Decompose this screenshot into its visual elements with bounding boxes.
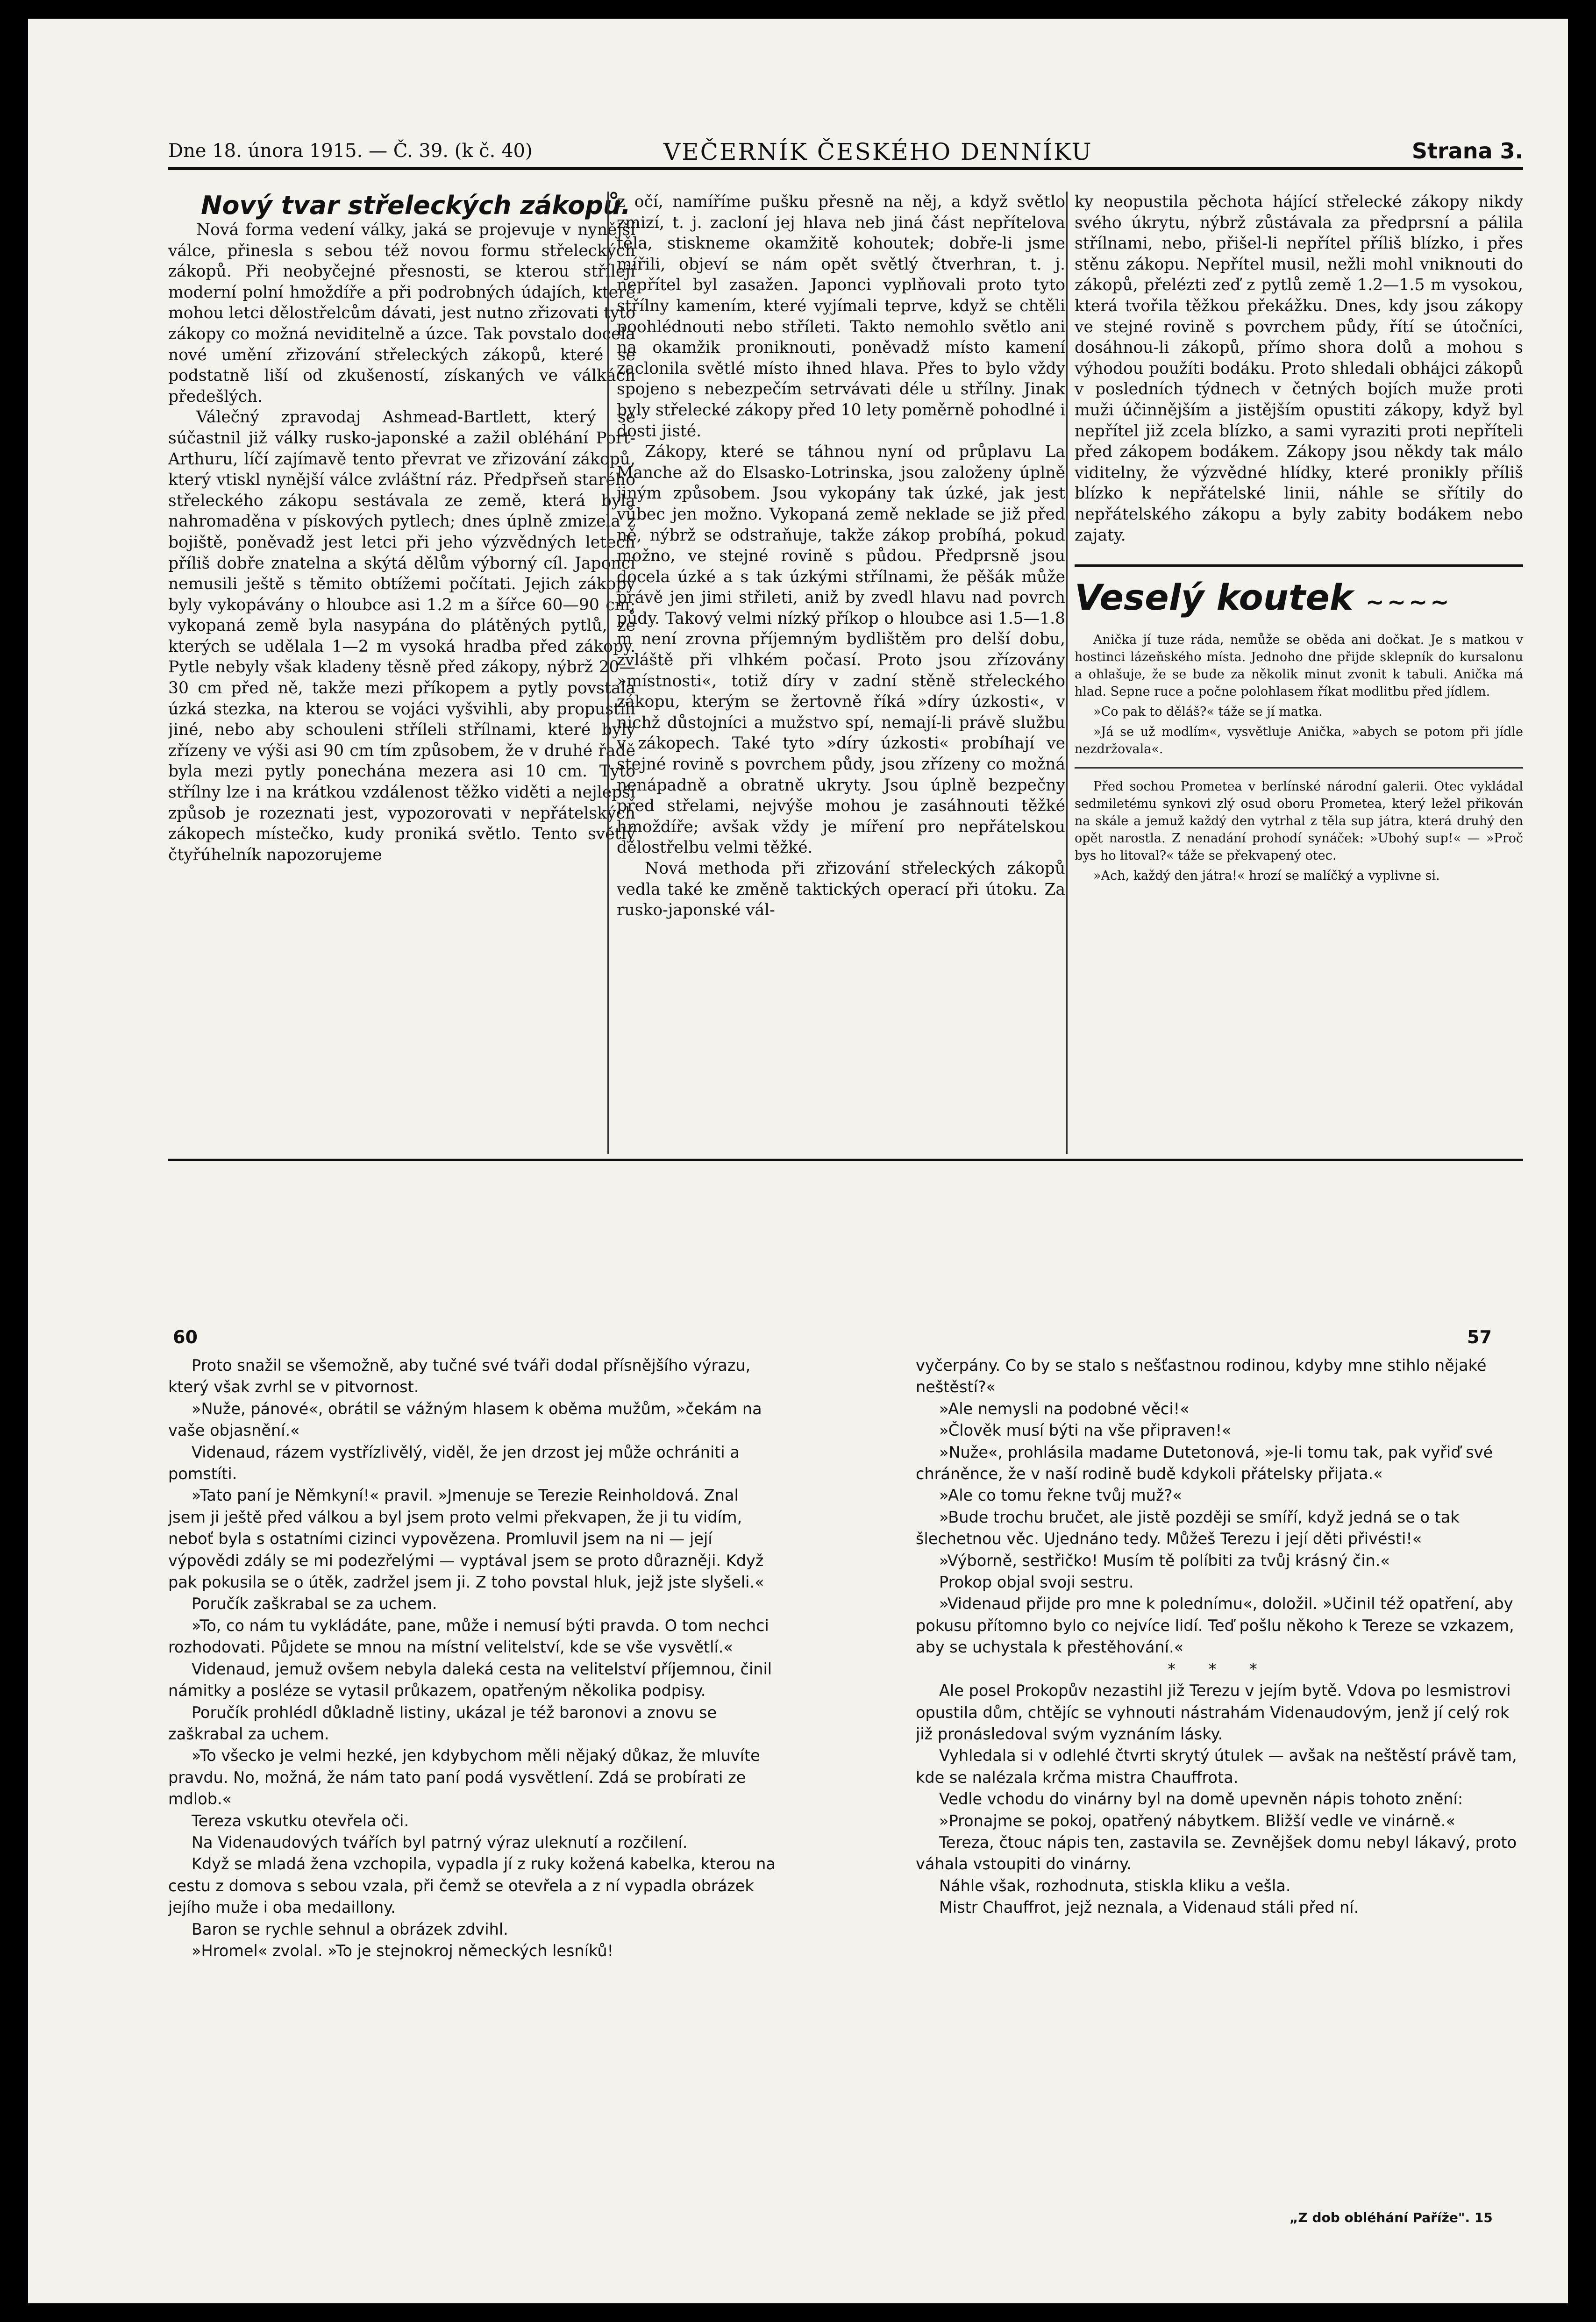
book-column-right <box>916 1355 1523 2243</box>
book-paragraph: »Hromel« zvolal. »To je stejnokroj německých lesníků! <box>192 1941 614 1960</box>
book-paragraph: Tereza, čtouc nápis ten, zastavila se. Zevnějšek domu nebyl lákavý, proto váhala vstoupiti do vinárny. <box>916 1833 1517 1873</box>
joke-paragraph: Před sochou Prometea v berlínské národní galerii. Otec vykládal sedmiletému synkovi zlý osud oboru Prometea, který ležel přikován na skále a jemuž každý den vytrhal z těla sup játra, která druhý den opět narostla. Z nenadání prohodí synáček: »Ubohý sup!« — »Proč bys ho litoval?« táže se překvapený otec. <box>1075 779 1523 863</box>
page-header <box>168 126 1523 168</box>
joke-divider <box>1075 767 1523 769</box>
ornament: ~~~~ <box>1365 589 1452 616</box>
book-paragraph: »Výborně, sestřičko! Musím tě políbiti za tvůj krásný čin.« <box>939 1551 1390 1570</box>
section-break-stars: * * * <box>1168 1660 1271 1678</box>
article-paragraph: Nová forma vedení války, jaká se projevuje v nynější válce, přinesla s sebou též novou formu střeleckých zákopů. Při neobyčejné přesnosti, se kterou střílejí moderní polní hmoždíře a při podrobných údajích, které mohou letci dělostřelcům dávati, jest nutno zřizovati tyto zákopy co možná neviditelně a úzce. Tak povstalo docela nové umění zřizování střeleckých zákopů, které se podstatně liší od zkušeností, získaných ve válkách předešlých. <box>168 221 635 406</box>
article-paragraph: Nová methoda při zřizování střeleckých zákopů vedla také ke změně taktických operací při útoku. Za rusko-japonské vál- <box>617 859 1065 920</box>
book-paragraph: Poručík zaškrabal se za uchem. <box>192 1595 437 1613</box>
book-paragraph: »Člověk musí býti na vše připraven!« <box>939 1421 1232 1440</box>
book-paragraph: Vyhledala si v odlehlé čtvrti skrytý útulek — avšak na neštěstí právě tam, kde se nalézala krčma mistra Chauffrota. <box>916 1746 1517 1787</box>
section-rule <box>168 1159 1523 1161</box>
newspaper-page <box>28 19 1568 2303</box>
humor-section <box>1075 631 1523 884</box>
book-paragraph: »Ale nemysli na podobné věci!« <box>939 1399 1190 1418</box>
article-column-1 <box>168 192 635 1126</box>
humor-section-title <box>1075 564 1523 624</box>
book-paragraph: Když se mladá žena vzchopila, vypadla jí z ruky kožená kabelka, kterou na cestu z domova s sebou vzala, při čemž se otevřela a z ní vypadla obrázek jejího muže i oba medaillony. <box>168 1855 776 1917</box>
book-paragraph: »Tato paní je Němkyní!« pravil. »Jmenuje se Terezie Reinholdová. Znal jsem ji ještě před válkou a byl jsem proto velmi překvapen, že ji tu vidím, neboť byla s ostatními cizinci vypovězena. Promluvil jsem na ni — její výpovědi zdály se mi podezřelými — vyptával jsem se proto důrazněji. Když pak pokusila se o útěk, zadržel jsem ji. Z toho povstal hluk, jejž jste slyšeli.« <box>168 1486 764 1592</box>
book-paragraph: »Videnaud přijde pro mne k polednímu«, doložil. »Učinil též opatření, aby pokusu přítomno bylo co nejvíce lidí. Teď pošlu někoho k Tereze se vzkazem, aby se uchystala k přestěhování.« <box>916 1595 1514 1657</box>
joke-paragraph: »Já se už modlím«, vysvětluje Anička, »abych se potom při jídle nezdržovala«. <box>1075 725 1523 757</box>
humor-title-text: Veselý koutek <box>1075 577 1354 619</box>
book-paragraph: »Pronajme se pokoj, opatřený nábytkem. Bližší vedle ve vinárně.« <box>939 1811 1455 1830</box>
book-paragraph: »To, co nám tu vykládáte, pane, může i nemusí býti pravda. O tom nechci rozhodovati. Půjdete se mnou na místní velitelství, kde se vše vysvětlí.« <box>168 1616 769 1657</box>
header-rule <box>168 167 1523 170</box>
book-paragraph: Prokop objal svoji sestru. <box>939 1573 1134 1592</box>
joke-paragraph: »Ach, každý den játra!« hrozí se malíčký a vyplivne si. <box>1093 869 1440 883</box>
book-page-number-left: 60 <box>173 1327 198 1347</box>
article-paragraph: Válečný zpravodaj Ashmead-Bartlett, který se súčastnil již války rusko-japonské a zažil obléhání Port-Arthuru, líčí zajímavě tento převrat ve zřizování zákopů, který vtiskl nynější válce zvláštní ráz. Předpřseň starého střeleckého zákopu sestávala ze země, která byla nahromaděna v pískových pytlech; dnes úplně zmizela z bojiště, poněvadž jest letci při jeho výzvědných letech příliš dobře znatelna a skýtá dělům výborný cíl. Japonci nemusili ještě s těmito obtížemi počítati. Jejich zákopy byly vykopávány o hloubce asi 1.2 m a šířce 60—90 cm; vykopaná země byla nasypána do plátěných pytlů, ze kterých se udělala 1—2 m vysoká hradba před zákopy. Pytle nebyly však kladeny těsně před zákopy, nýbrž 20—30 cm před ně, takže mezi příkopem a pytly povstala úzká stezka, na kterou se vojáci vyšvihli, aby propustili jiné, nebo aby schouleni stříleli střílnami, které byly zřízeny ve výši asi 90 cm tím způsobem, že v druhé řadě byla mezi pytly ponechána mezera asi 10 cm. Tyto střílny lze i na krátkou vzdálenost těžko viděti a nejlepší způsob je rozeznati jest, vypozorovati v nepřátelských zákopech místečko, kudy proniká světlo. Tento světlý čtyřúhelník napozorujeme <box>168 408 635 864</box>
book-paragraph: Tereza vskutku otevřela oči. <box>192 1811 409 1830</box>
book-paragraph: Ale posel Prokopův nezastihl již Terezu v jejím bytě. Vdova po lesmistrovi opustila dům, chtějíc se vyhnouti nástrahám Videnaudovým, jenž jí celý rok již pronásledoval svým vyznáním lásky. <box>916 1681 1511 1743</box>
book-paragraph: Mistr Chauffrot, jejž neznala, a Videnaud stáli před ní. <box>939 1898 1359 1917</box>
book-paragraph: Vedle vchodu do vinárny byl na domě upevněn nápis tohoto znění: <box>939 1790 1463 1809</box>
book-page-number-right: 57 <box>1467 1327 1492 1347</box>
book-paragraph: vyčerpány. Co by se stalo s nešťastnou rodinou, kdyby mne stihlo nějaké neštěstí?« <box>916 1356 1487 1396</box>
article-column-2 <box>617 192 1065 1126</box>
book-paragraph: »Bude trochu bručet, ale jistě později se smíří, když jedná se o tak šlechetnou věc. Ujednáno tedy. Můžeš Terezu i její děti přivésti!« <box>916 1508 1460 1548</box>
article-column-3 <box>1075 192 1523 1126</box>
issue-date: Dne 18. února 1915. — Č. 39. (k č. 40) <box>168 140 533 162</box>
book-paragraph: »Nuže«, prohlásila madame Dutetonová, »je-li tomu tak, pak vyřiď své chráněnce, že v naší rodině budě kdykoli přátelsky přijata.« <box>916 1443 1493 1483</box>
page-number: Strana 3. <box>1411 138 1523 164</box>
joke-paragraph: Anička jí tuze ráda, nemůže se oběda ani dočkat. Je s matkou v hostinci lázeňského místa. Jednoho dne přijde sklepník do kursalonu a ohlašuje, že se bude za několik minut zvonit k tabuli. Anička má hlad. Sepne ruce a počne polohlasem říkat modlitbu před jídlem. <box>1075 633 1523 699</box>
book-paragraph: Poručík prohlédl důkladně listiny, ukázal je též baronovi a znovu se zaškrabal za uchem. <box>168 1703 717 1743</box>
book-paragraph: »Ale co tomu řekne tvůj muž?« <box>939 1486 1182 1505</box>
column-divider <box>607 192 609 1154</box>
article-paragraph: ky neopustila pěchota hájící střelecké zákopy nikdy svého úkrytu, nýbrž zůstávala za předprsní a pálila střílnami, nebo, přišel-li nepřítel příliš blízko, i přes stěnu zákopu. Nepřítel musil, nežli mohl vniknouti do zákopů, přelézti zeď z pytlů země 1.2—1.5 m vysokou, která tvořila těžkou překážku. Dnes, kdy jsou zákopy ve stejné rovině s povrchem půdy, řítí se útočníci, dosáhnou-li zákopů, přímo shora dolů a mohou s výhodou použíti bodáku. Proto shledali obhájci zákopů v posledních týdnech v četných bojích muže proti muži účinnějším a jistějším opustiti zákopy, když byl nepřítel již zcela blízko, a sami vyraziti proti nepříteli před zákopem bodákem. Zákopy jsou někdy tak málo viditelny, že výzvědné hlídky, které pronikly příliš blízko k nepřátelské linii, náhle se sřítily do nepřátelského zákopu a byly zabity bodákem nebo zajaty. <box>1075 192 1523 545</box>
article-title: Nový tvar střeleckých zákopů. <box>201 192 631 220</box>
masthead: VEČERNÍK ČESKÉHO DENNÍKU <box>663 138 1093 165</box>
book-paragraph: Videnaud, jemuž ovšem nebyla daleká cesta na velitelství příjemnou, činil námitky a posléze se vytasil průkazem, opatřeným několika podpisy. <box>168 1660 772 1700</box>
column-divider <box>1066 192 1068 1154</box>
article-paragraph: z očí, namíříme pušku přesně na něj, a když světlo zmizí, t. j. zacloní jej hlava neb jiná část nepřítelova těla, stiskneme okamžitě kohoutek; dobře-li jsme mířili, objeví se nám opět světlý čtverhran, t. j. nepřítel byl zasažen. Japonci vyplňovali proto tyto střílny kamením, které vyjímali teprve, když se chtěli poohlédnouti nebo stříleti. Takto nemohlo světlo ani na okamžik proniknouti, poněvadž místo kamení zaclonila světlé místo ihned hlava. Přes to bylo vždy spojeno s nebezpečím setrvávati déle u střílny. Jinak byly střelecké zákopy před 10 lety poměrně pohodlné i dosti jisté. <box>617 192 1065 441</box>
book-footer: „Z dob obléhání Paříže". 15 <box>1290 2210 1493 2225</box>
book-paragraph: »Nuže, pánové«, obrátil se vážným hlasem k oběma mužům, »čekám na vaše objasnění.« <box>168 1399 762 1440</box>
book-paragraph: Videnaud, rázem vystřízlivělý, viděl, že jen drzost jej může ochrániti a pomstíti. <box>168 1443 740 1483</box>
book-paragraph: »To všecko je velmi hezké, jen kdybychom měli nějaký důkaz, že mluvíte pravdu. No, možná, že nám tato paní podá vysvětlení. Zdá se probírati ze mdlob.« <box>168 1746 760 1809</box>
book-paragraph: Proto snažil se všemožně, aby tučné své tváři dodal přísnějšího výrazu, který však zvrhl se v pitvornost. <box>168 1356 751 1396</box>
book-paragraph: Na Videnaudových tvářích byl patrný výraz uleknutí a rozčilení. <box>192 1833 688 1852</box>
book-paragraph: Náhle však, rozhodnuta, stiskla kliku a vešla. <box>939 1876 1291 1895</box>
article-paragraph: Zákopy, které se táhnou nyní od průplavu La Manche až do Elsasko-Lotrinska, jsou založeny úplně jiným způsobem. Jsou vykopány tak úzké, jak jest vůbec jen možno. Vykopaná země neklade se již před ně, nýbrž se odstraňuje, takže zákop probíhá, pokud možno, ve stejné rovině s půdou. Předprsně jsou docela úzké a s tak úzkými střílnami, že pěšák může právě jen jimi střileti, aniž by zvedl hlavu nad povrch půdy. Takový velmi nízký příkop o hloubce asi 1.5—1.8 m není zrovna příjemným bydlištěm pro delší dobu, zvláště při vlhkém počasí. Proto jsou zřízovány »místnosti«, totiž díry v zadní stěně střeleckého zákopu, kterým se žertovně říká »díry úzkosti«, v nichž důstojníci a mužstvo spí, nemají-li právě službu v zákopech. Také tyto »díry úzkosti« probíhají ve stejné rovině s povrchem půdy, jsou zřízeny co možná nenápadně a obratně ukryty. Jsou úplně bezpečny před střelami, nejvýše mohou je zasáhnouti těžké hmoždíře; avšak vždy je míření pro nepřátelskou dělostřelbu velmi těžké. <box>617 442 1065 857</box>
joke-paragraph: »Co pak to děláš?« táže se jí matka. <box>1093 705 1323 719</box>
book-paragraph: Baron se rychle sehnul a obrázek zdvihl. <box>192 1920 508 1938</box>
book-column-left <box>168 1355 776 2243</box>
